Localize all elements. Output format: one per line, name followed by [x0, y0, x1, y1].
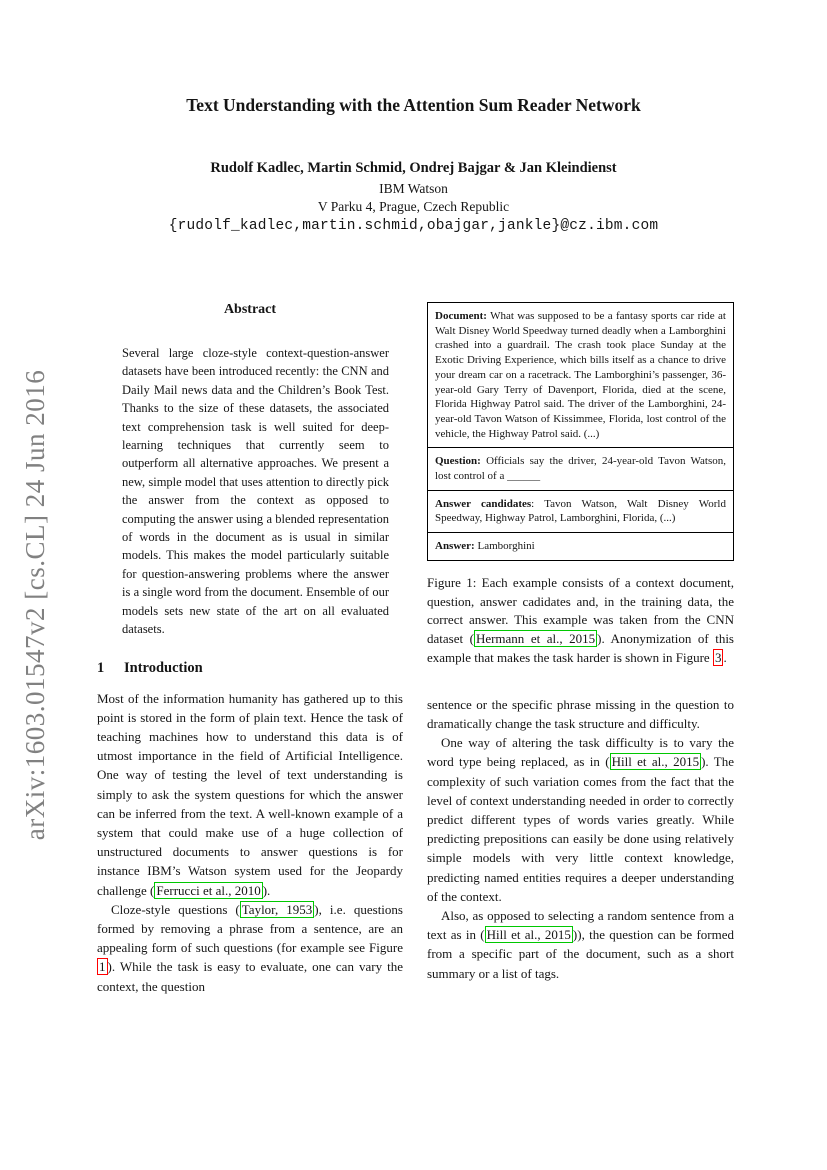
intro-paragraph-2: Cloze-style questions ( Taylor, 1953 ), i.e. questions formed by removing a phrase from a sentence, are an appealing form of such questions (for example see Figure 1 ). While the task is easy to evaluate, one can vary the context, the question	[97, 901, 403, 994]
figure-ref-link-1[interactable]: 1	[99, 959, 106, 975]
paper-title: Text Understanding with the Attention Sum Reader Network	[186, 95, 641, 115]
figure-question-label: Question:	[435, 455, 481, 468]
right-column	[427, 302, 734, 983]
intro-paragraph-1: Most of the information humanity has gathered up to this point is stored in the form of plain text. Hence the task of teaching machines how to understand this data is of utmost importance in the field of Artificial Intelligence. One way of testing the level of text understanding is simply to ask the system questions for which the answer can be inferred from the text. A well-known example of a system that could make use of a huge collection of unstructured documents to answer questions is for instance IBM’s Watson system used for the Jeopardy challenge ( Ferrucci et al., 2010 ).	[97, 690, 403, 898]
paper-header	[0, 95, 827, 234]
arxiv-watermark: arXiv:1603.01547v2 [cs.CL] 24 Jun 2016	[20, 369, 50, 841]
figure-answer-label: Answer:	[435, 540, 475, 553]
section-title: Introduction	[124, 659, 203, 676]
abstract-heading: Abstract	[223, 302, 277, 317]
paper-address: V Parku 4, Prague, Czech Republic	[317, 199, 510, 214]
figure-ref-link-3[interactable]: 3	[714, 650, 722, 666]
right-paragraph-2: One way of altering the task difficulty is to vary the word type being replaced, as in ( Hill et al., 2015 ). The complexity of such variation comes from the fact that the level of context understanding needed in order to correctly predict different types of words varies greatly. While predicting prepositions can easily be done using relatively simple models with very little context knowledge, predicting named entities requires a deeper understanding of the context.	[427, 735, 734, 904]
right-column-body	[427, 695, 734, 983]
figure-1-caption: Figure 1: Each example consists of a context document, question, answer cadidates and, in the training data, the correct answer. This example was taken from the CNN dataset ( Hermann et al., 2015 ). Anonymization of this example that makes the task harder is shown in Figure 3 .	[427, 574, 734, 666]
figure-document-label: Document:	[435, 310, 487, 322]
figure-question-section	[428, 448, 733, 490]
paper-authors: Rudolf Kadlec, Martin Schmid, Ondrej Bajgar & Jan Kleindienst	[210, 160, 617, 176]
figure-candidates-text: : Tavon Watson, Walt Disney World Speedway, Highway Patrol, Lamborghini, Florida, (...)	[435, 497, 726, 525]
right-paragraph-1: sentence or the specific phrase missing in the question to dramatically change the task structure and difficulty.	[427, 696, 734, 732]
right-paragraph-3: Also, as opposed to selecting a random sentence from a text as in ( Hill et al., 2015 )), the question can be formed from a specific part of the document, such as a short summary or a list of tags.	[427, 908, 734, 981]
paper-emails: {rudolf_kadlec,martin.schmid,obajgar,jankle}@cz.ibm.com	[168, 218, 659, 234]
figure-answer-text: Lamborghini	[474, 540, 535, 553]
paper-affiliation: IBM Watson	[379, 181, 448, 196]
citation-link-hill-2015[interactable]: Hill et al., 2015	[611, 754, 700, 770]
citation-link-hermann-2015[interactable]: Hermann et al., 2015	[475, 631, 596, 647]
section-number: 1	[97, 659, 105, 676]
citation-link-hill-2015b[interactable]: Hill et al., 2015	[486, 927, 571, 943]
figure-candidates-label: Answer candidates	[435, 497, 532, 510]
citation-link-taylor-1953[interactable]: Taylor, 1953	[241, 901, 313, 917]
abstract-text: Several large cloze-style context-question-answer datasets have been introduced recently: the CNN and Daily Mail news data and the Children’s Book Test. Thanks to the size of these datasets, the associated text comprehension task is well suited for deep-learning techniques that currently seem to outperform all alternative approaches. We present a new, simple model that uses attention to directly pick the answer from the context as opposed to computing the answer using a blended representation of words in the document as is usual in similar models. This makes the model particularly suitable for question-answering problems where the answer is a single word from the document. Ensemble of our models sets new state of the art on all evaluated datasets.	[122, 346, 389, 637]
figure-candidates-section	[428, 491, 733, 533]
section-heading-introduction	[97, 660, 403, 677]
figure-1-example-box	[427, 302, 734, 561]
figure-question-text: Officials say the driver, 24-year-old Tavon Watson, lost control of a ______	[435, 455, 726, 483]
figure-answer-section	[428, 533, 733, 560]
citation-link-ferrucci-2010[interactable]: Ferrucci et al., 2010	[156, 882, 261, 898]
left-column	[97, 302, 403, 996]
figure-document-section	[428, 303, 733, 448]
figure-document-text: What was supposed to be a fantasy sports car ride at Walt Disney World Speedway turned deadly when a Lamborghini crashed into a guardrail. The crash took place Sunday at the Exotic Driving Experience, which bills itself as a chance to drive your dream car on a racetrack. The Lamborghini’s passenger, 36-year-old Gary Terry of Davenport, Florida, died at the scene, Florida Highway Patrol said. The driver of the Lamborghini, 24-year-old Tavon Watson of Kissimmee, Florida, lost control of the vehicle, the Highway Patrol said. (...)	[435, 310, 726, 440]
